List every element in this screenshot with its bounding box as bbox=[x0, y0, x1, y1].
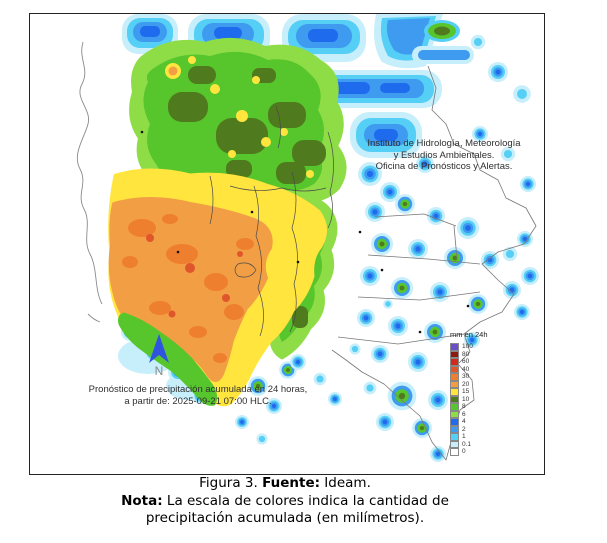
legend-row bbox=[450, 441, 520, 449]
north-label: N bbox=[154, 364, 164, 378]
legend-swatch bbox=[450, 381, 459, 389]
legend-value: 15 bbox=[462, 388, 470, 395]
caption-bold: Fuente: bbox=[262, 475, 320, 491]
legend-value: 80 bbox=[462, 350, 470, 358]
legend-value: 1 bbox=[462, 433, 466, 440]
coastline-icon bbox=[77, 42, 102, 322]
legend-rows bbox=[450, 343, 520, 456]
legend-value: 6 bbox=[462, 410, 466, 418]
legend-swatch bbox=[450, 396, 459, 404]
legend-row bbox=[450, 418, 520, 426]
legend-value: 20 bbox=[462, 380, 470, 388]
forecast-text bbox=[67, 384, 329, 408]
legend-value: 0 bbox=[462, 448, 466, 455]
legend-row bbox=[450, 381, 520, 389]
legend-swatch bbox=[450, 426, 459, 434]
caption-text: Figura 3. bbox=[199, 475, 263, 491]
legend-row bbox=[450, 411, 520, 419]
legend-swatch bbox=[450, 433, 459, 441]
legend-row bbox=[450, 448, 520, 456]
legend-swatch bbox=[450, 343, 459, 351]
caption-bold: Nota: bbox=[121, 492, 163, 509]
legend-row bbox=[450, 388, 520, 396]
legend-title: mm en 24h bbox=[450, 330, 488, 339]
legend-row bbox=[450, 351, 520, 359]
caption-line-3 bbox=[60, 510, 510, 528]
forecast-line: a partir de: 2025-09-21 07:00 HLC. bbox=[124, 396, 272, 407]
precipitation-legend bbox=[450, 330, 520, 456]
legend-swatch bbox=[450, 366, 459, 374]
legend-row bbox=[450, 358, 520, 366]
legend-swatch bbox=[450, 373, 459, 381]
caption-text: Ideam. bbox=[320, 475, 371, 491]
legend-row bbox=[450, 396, 520, 404]
legend-value: 100 bbox=[462, 343, 473, 350]
legend-swatch bbox=[450, 411, 459, 419]
legend-value: 10 bbox=[462, 395, 470, 403]
caption-line-1 bbox=[60, 475, 510, 493]
caption-text: La escala de colores indica la cantidad de bbox=[162, 492, 449, 509]
figure-caption bbox=[60, 475, 510, 528]
legend-value: 60 bbox=[462, 358, 470, 365]
legend-swatch bbox=[450, 358, 459, 366]
legend-row bbox=[450, 403, 520, 411]
map-frame bbox=[29, 13, 545, 475]
legend-value: 4 bbox=[462, 418, 466, 425]
legend-row bbox=[450, 373, 520, 381]
legend-row bbox=[450, 343, 520, 351]
legend-swatch bbox=[450, 351, 459, 359]
institute-line: Oficina de Pronósticos y Alertas. bbox=[375, 161, 513, 172]
legend-swatch bbox=[450, 388, 459, 396]
legend-value: 2 bbox=[462, 425, 466, 433]
legend-row bbox=[450, 366, 520, 374]
institute-line: Instituto de Hidrología, Meteorología bbox=[367, 138, 521, 149]
caption-text: precipitación acumulada (en milímetros). bbox=[145, 510, 425, 526]
legend-swatch bbox=[450, 418, 459, 426]
legend-row bbox=[450, 426, 520, 434]
institute-line: y Estudios Ambientales. bbox=[393, 149, 495, 161]
institute-text bbox=[346, 138, 542, 173]
legend-swatch bbox=[450, 403, 459, 411]
legend-value: 30 bbox=[462, 373, 470, 380]
legend-value: 40 bbox=[462, 365, 470, 373]
legend-swatch bbox=[450, 441, 459, 449]
legend-swatch bbox=[450, 448, 459, 456]
legend-value: 0.1 bbox=[462, 440, 472, 448]
legend-row bbox=[450, 433, 520, 441]
forecast-line: Pronóstico de precipitación acumulada en 24 horas, bbox=[88, 384, 308, 395]
legend-value: 8 bbox=[462, 403, 466, 410]
caption-line-2 bbox=[60, 493, 510, 511]
